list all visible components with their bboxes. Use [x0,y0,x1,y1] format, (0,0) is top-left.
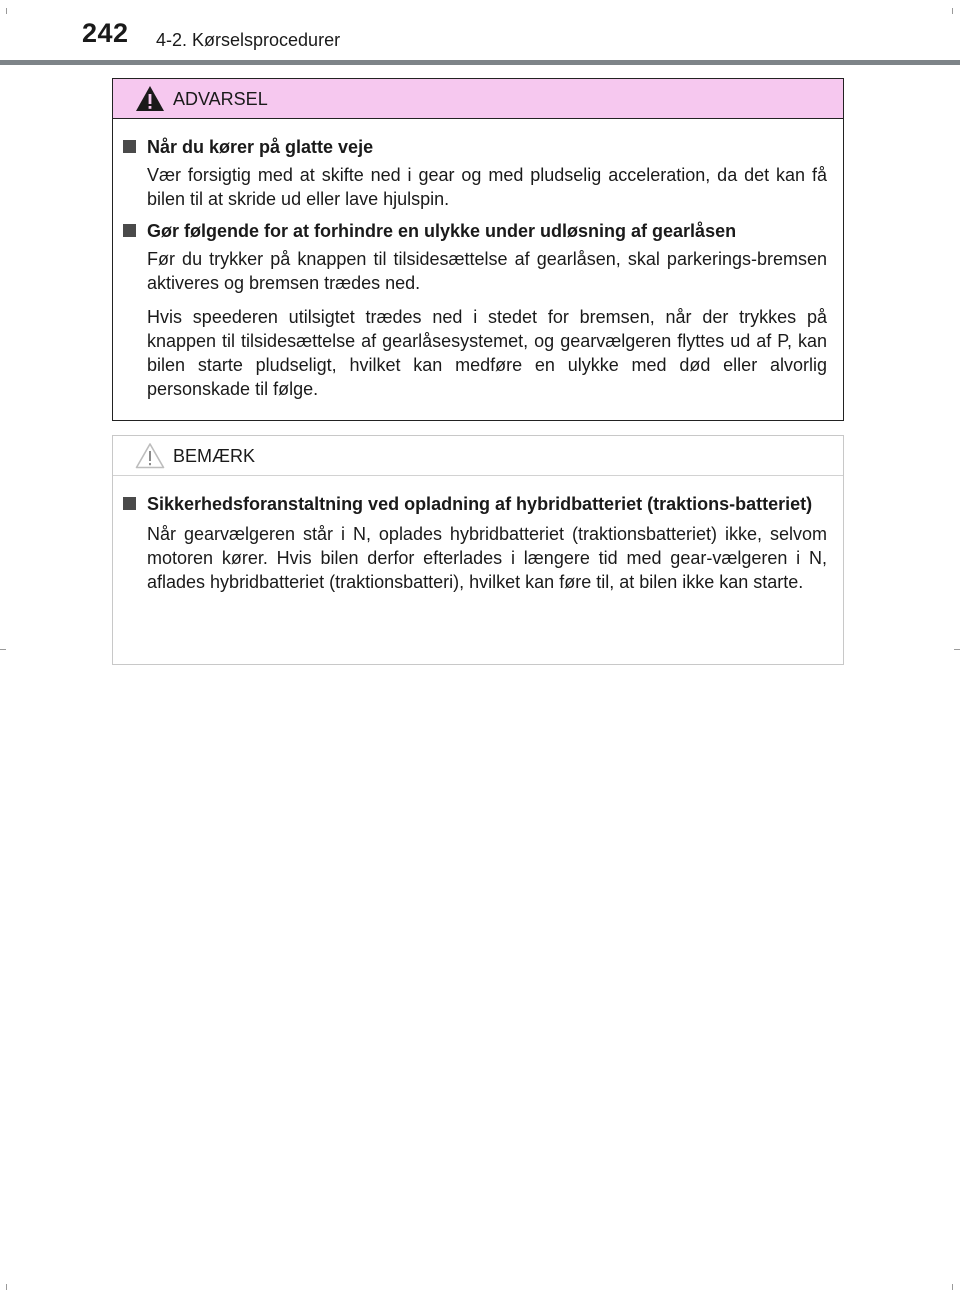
crop-mark [0,649,6,650]
warning-header [113,79,843,119]
section-paragraph: Før du trykker på knappen til tilsidesættelse af gearlåsen, skal parkerings-bremsen aktiveres og bremsen trædes ned. [147,249,827,293]
crop-mark [6,8,7,14]
warning-section [123,135,843,211]
note-section [123,492,843,594]
crop-mark [6,1284,7,1290]
warning-triangle-icon [135,85,165,112]
page-number: 242 [82,18,129,48]
section-paragraph: Vær forsigtig med at skifte ned i gear og med pludselig acceleration, da det kan få bilen til at skride ud eller lave hjulspin. [147,165,827,209]
note-box [112,435,844,665]
crop-mark [952,1284,953,1290]
section-heading: Gør følgende for at forhindre en ulykke under udløsning af gearlåsen [123,219,827,243]
header-rule [0,60,960,65]
warning-section [123,219,843,401]
caution-triangle-outline-icon [135,442,165,469]
section-heading: Sikkerhedsforanstaltning ved opladning af hybridbatteriet (traktions-batteriet) [123,492,827,516]
bullet-square-icon [123,140,136,153]
note-title: BEMÆRK [173,446,256,466]
crop-mark [952,8,953,14]
warning-box [112,78,844,421]
section-heading: Når du kører på glatte veje [123,135,827,159]
bullet-square-icon [123,497,136,510]
crop-mark [954,649,960,650]
note-header [113,436,843,476]
section-paragraph: Hvis speederen utilsigtet trædes ned i stedet for bremsen, når der trykkes på knappen til tilsidesættelse af gearlåsesystemet, og gearvælgeren flyttes ud af P, kan bilen starte pludseligt, hvilket kan medføre en ulykke med død eller alvorlig personskade til følge. [147,307,827,399]
warning-title: ADVARSEL [173,89,268,109]
chapter-title: 4-2. Kørselsprocedurer [156,30,341,50]
section-paragraph: Når gearvælgeren står i N, oplades hybridbatteriet (traktionsbatteriet) ikke, selvom motoren kører. Hvis bilen derfor efterlades i længere tid med gear-vælgeren i N, aflades hybridbatteriet (traktionsbatteri), hvilket kan føre til, at bilen ikke kan starte. [147,524,827,592]
bullet-square-icon [123,224,136,237]
